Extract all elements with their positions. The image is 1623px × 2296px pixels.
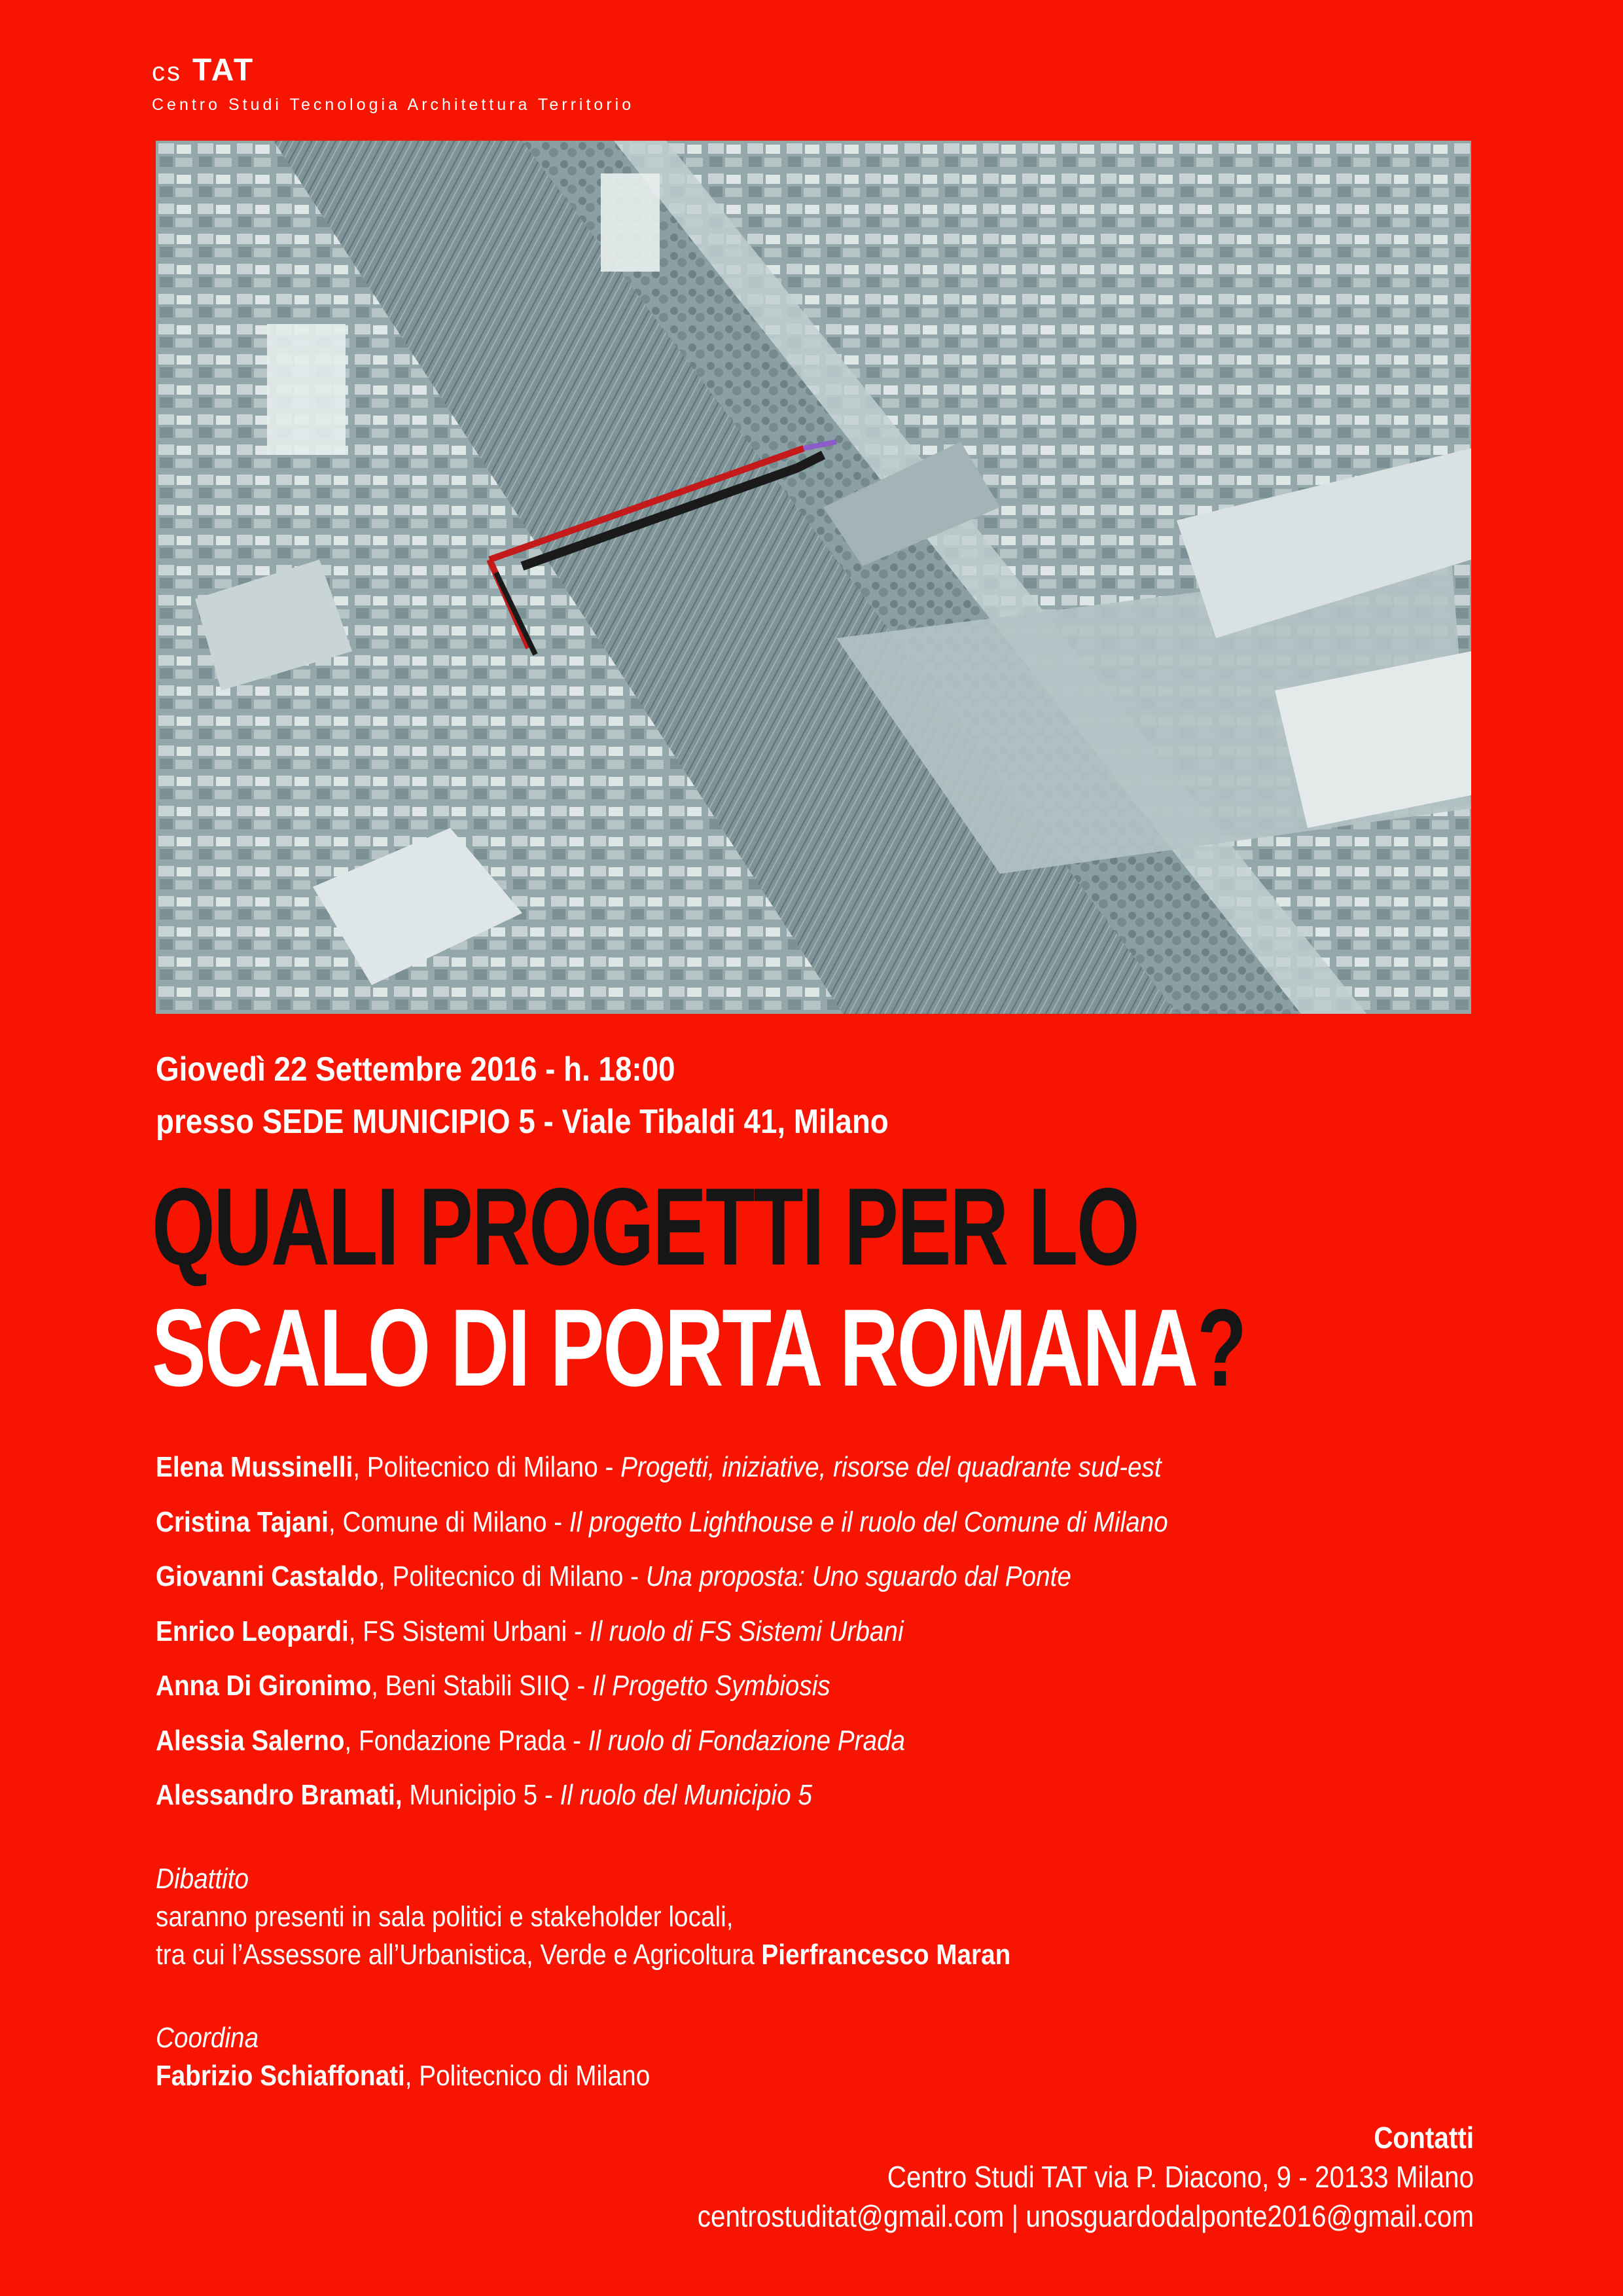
aerial-photo xyxy=(156,141,1471,1014)
logo-prefix: cs xyxy=(152,58,182,86)
coordinator-affiliation: , Politecnico di Milano xyxy=(404,2060,651,2092)
title-question-mark: ? xyxy=(1197,1286,1245,1409)
coordination-label: Coordina xyxy=(156,2022,259,2054)
debate-guest-name: Pierfrancesco Maran xyxy=(761,1939,1011,1971)
speaker-name: Giovanni Castaldo xyxy=(156,1560,378,1592)
speaker-row xyxy=(156,1556,1308,1611)
title-line-2-text: SCALO DI PORTA ROMANA xyxy=(152,1286,1198,1409)
coordination-section xyxy=(156,2019,650,2095)
contacts-heading: Contatti xyxy=(1374,2121,1474,2155)
speaker-affiliation: Municipio 5 - xyxy=(402,1779,560,1811)
speaker-topic: Il ruolo del Municipio 5 xyxy=(560,1779,812,1811)
debate-line-1: saranno presenti in sala politici e stakeholder locali, xyxy=(156,1901,734,1933)
title-line-1: QUALI PROGETTI PER LO xyxy=(152,1165,1139,1288)
logo xyxy=(152,52,255,88)
speaker-affiliation: , Fondazione Prada - xyxy=(344,1724,588,1757)
speaker-name: Alessia Salerno xyxy=(156,1724,345,1757)
speaker-row xyxy=(156,1720,1308,1775)
title-line-2 xyxy=(152,1286,1245,1409)
speaker-affiliation: , Comune di Milano - xyxy=(328,1505,569,1538)
speakers-list xyxy=(156,1446,1465,1829)
logo-name: TAT xyxy=(192,53,255,88)
speaker-affiliation: , Politecnico di Milano - xyxy=(378,1560,646,1592)
speaker-row xyxy=(156,1611,1308,1666)
speaker-row xyxy=(156,1446,1308,1501)
coordination-line xyxy=(156,2057,650,2095)
logo-subtitle: Centro Studi Tecnologia Architettura Territorio xyxy=(152,96,635,114)
event-place: presso SEDE MUNICIPIO 5 - Viale Tibaldi 41, Milano xyxy=(156,1103,889,1141)
speaker-affiliation: , FS Sistemi Urbani - xyxy=(348,1615,590,1647)
speaker-name: Enrico Leopardi xyxy=(156,1615,349,1647)
speaker-topic: Il progetto Lighthouse e il ruolo del Comune di Milano xyxy=(569,1505,1168,1538)
speaker-topic: Il ruolo di FS Sistemi Urbani xyxy=(589,1615,904,1647)
speaker-name: Alessandro Bramati, xyxy=(156,1779,402,1811)
speaker-topic: Progetti, iniziative, risorse del quadrante sud-est xyxy=(620,1451,1162,1483)
speaker-topic: Il Progetto Symbiosis xyxy=(592,1670,830,1702)
event-date: Giovedì 22 Settembre 2016 - h. 18:00 xyxy=(156,1050,675,1088)
speaker-row xyxy=(156,1665,1308,1720)
speaker-name: Anna Di Gironimo xyxy=(156,1670,372,1702)
debate-line-2 xyxy=(156,1936,1010,1974)
speaker-name: Cristina Tajani xyxy=(156,1505,329,1538)
speaker-topic: Una proposta: Uno sguardo dal Ponte xyxy=(645,1560,1071,1592)
debate-label: Dibattito xyxy=(156,1863,249,1895)
speaker-name: Elena Mussinelli xyxy=(156,1451,353,1483)
debate-section xyxy=(156,1860,1010,1974)
contacts-section xyxy=(698,2118,1474,2236)
speaker-row xyxy=(156,1774,1308,1829)
speaker-topic: Il ruolo di Fondazione Prada xyxy=(588,1724,906,1757)
coordinator-name: Fabrizio Schiaffonati xyxy=(156,2060,405,2092)
contacts-address: Centro Studi TAT via P. Diacono, 9 - 20133 Milano xyxy=(887,2160,1474,2194)
debate-line-2-text: tra cui l’Assessore all’Urbanistica, Verde e Agricoltura xyxy=(156,1939,762,1971)
speaker-affiliation: , Politecnico di Milano - xyxy=(353,1451,621,1483)
contacts-emails[interactable]: centrostuditat@gmail.com | unosguardodalponte2016@gmail.com xyxy=(697,2199,1474,2233)
speaker-row xyxy=(156,1501,1308,1556)
speaker-affiliation: , Beni Stabili SIIQ - xyxy=(371,1670,592,1702)
